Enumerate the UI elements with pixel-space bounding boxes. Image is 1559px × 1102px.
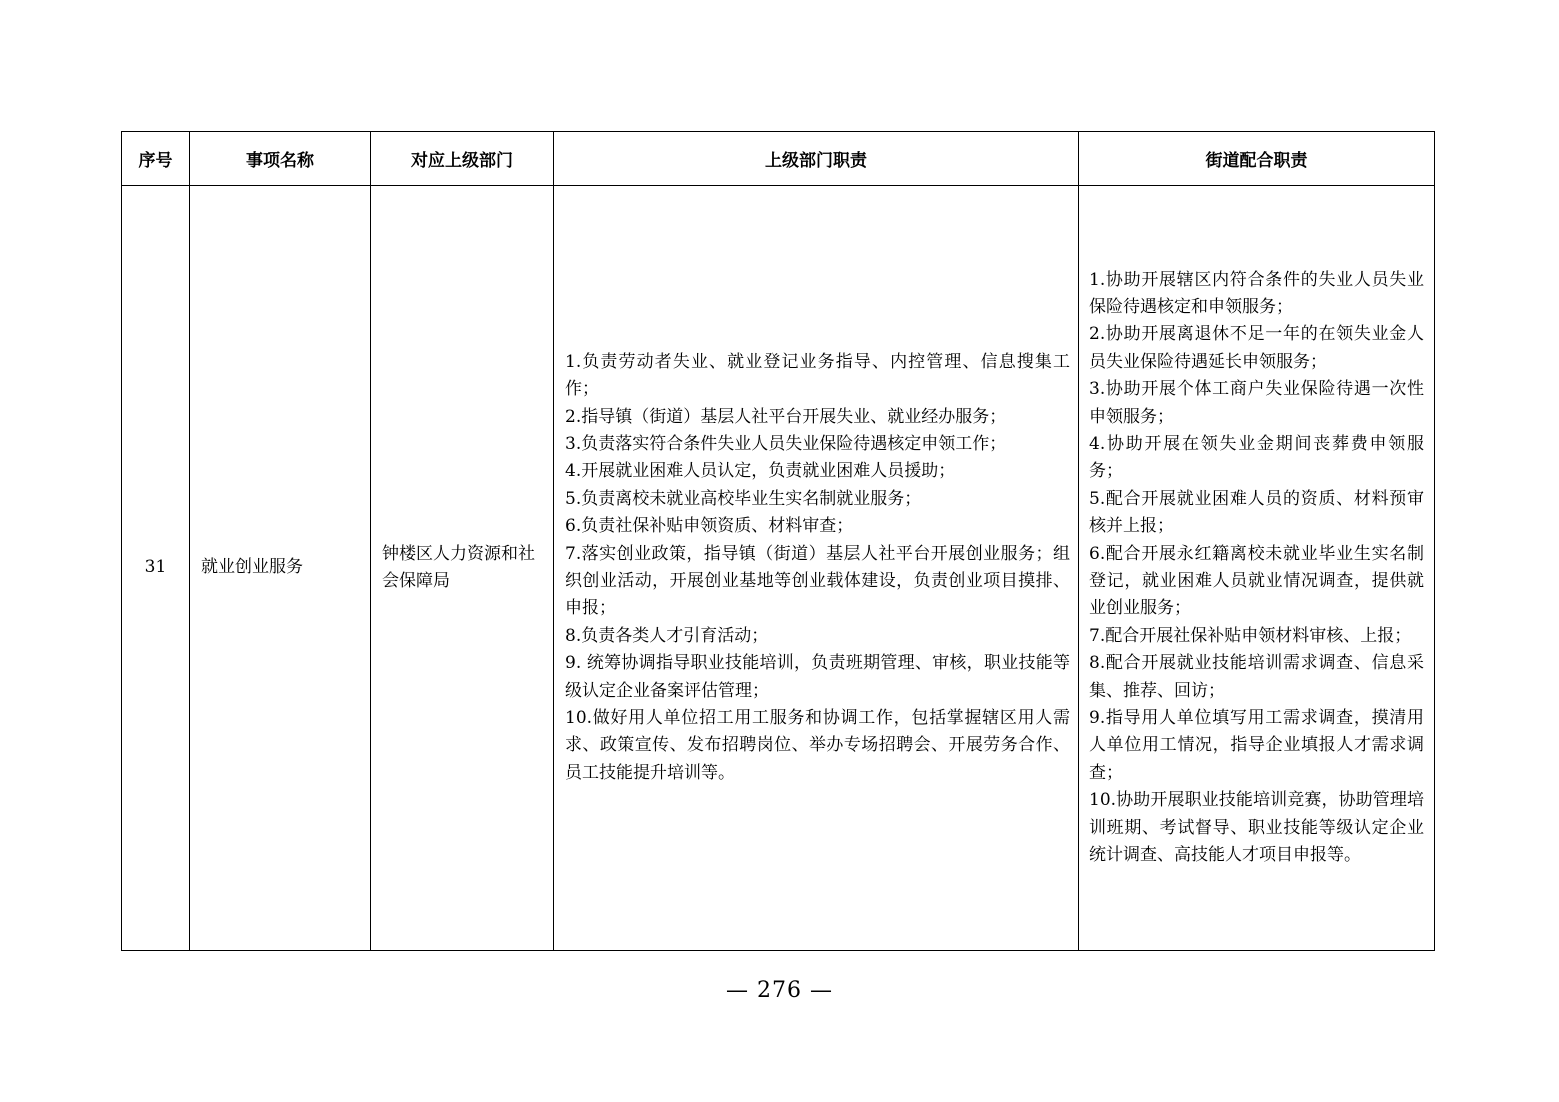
street-duty-item: 6.配合开展永红籍离校未就业毕业生实名制登记，就业困难人员就业情况调查，提供就业创业服务； (1089, 543, 1424, 619)
upper-duty-item: 4.开展就业困难人员认定，负责就业困难人员援助； (565, 461, 956, 482)
cell-seq: 31 (122, 186, 190, 951)
street-duty-item: 3.协助开展个体工商户失业保险待遇一次性申领服务； (1089, 379, 1424, 427)
upper-duty-list (565, 349, 1070, 788)
duty-table (121, 131, 1435, 951)
upper-duty-item: 5.负责离校未就业高校毕业生实名制就业服务； (565, 488, 922, 509)
street-duty-list (1089, 267, 1424, 870)
header-seq: 序号 (122, 132, 190, 186)
street-duty-item: 8.配合开展就业技能培训需求调查、信息采集、推荐、回访； (1089, 653, 1424, 701)
street-duty-item: 2.协助开展离退休不足一年的在领失业金人员失业保险待遇延长申领服务； (1089, 324, 1424, 372)
street-duty-item: 9.指导用人单位填写用工需求调查，摸清用人单位用工情况，指导企业填报人才需求调查； (1089, 708, 1424, 783)
table-row (122, 186, 1435, 951)
upper-duty-item: 3.负责落实符合条件失业人员失业保险待遇核定申领工作； (565, 433, 1007, 454)
upper-duty-item: 6.负责社保补贴申领资质、材料审查； (565, 516, 854, 537)
upper-duty-item: 2.指导镇（街道）基层人社平台开展失业、就业经办服务； (565, 406, 1007, 427)
street-duty-item: 10.协助开展职业技能培训竞赛，协助管理培训班期、考试督导、职业技能等级认定企业统计调查、高技能人才项目申报等。 (1089, 790, 1424, 866)
upper-duty-item: 7.落实创业政策，指导镇（街道）基层人社平台开展创业服务；组织创业活动，开展创业基地等创业载体建设，负责创业项目摸排、申报； (565, 543, 1070, 619)
street-duty-item: 1.协助开展辖区内符合条件的失业人员失业保险待遇核定和申领服务； (1089, 269, 1424, 317)
table-header-row (122, 132, 1435, 186)
cell-street-duty (1079, 186, 1435, 951)
cell-upper-dept: 钟楼区人力资源和社会保障局 (371, 186, 554, 951)
header-upper-duty: 上级部门职责 (554, 132, 1079, 186)
street-duty-item: 4.协助开展在领失业金期间丧葬费申领服务； (1089, 433, 1424, 482)
upper-duty-item: 1.负责劳动者失业、就业登记业务指导、内控管理、信息搜集工作； (565, 351, 1070, 400)
street-duty-item: 7.配合开展社保补贴申领材料审核、上报； (1089, 625, 1412, 646)
page-number: — 276 — (726, 978, 833, 1003)
header-street-duty: 街道配合职责 (1079, 132, 1435, 186)
upper-duty-item: 8.负责各类人才引育活动； (565, 625, 769, 646)
cell-item-name: 就业创业服务 (190, 186, 371, 951)
street-duty-item: 5.配合开展就业困难人员的资质、材料预审核并上报； (1089, 488, 1424, 537)
header-upper-dept: 对应上级部门 (371, 132, 554, 186)
upper-duty-item: 10.做好用人单位招工用工服务和协调工作，包括掌握辖区用人需求、政策宣传、发布招聘岗位、举办专场招聘会、开展劳务合作、员工技能提升培训等。 (565, 708, 1070, 783)
cell-upper-duty (554, 186, 1079, 951)
header-item-name: 事项名称 (190, 132, 371, 186)
upper-duty-item: 9. 统筹协调指导职业技能培训，负责班期管理、审核，职业技能等级认定企业备案评估管理； (565, 653, 1070, 701)
